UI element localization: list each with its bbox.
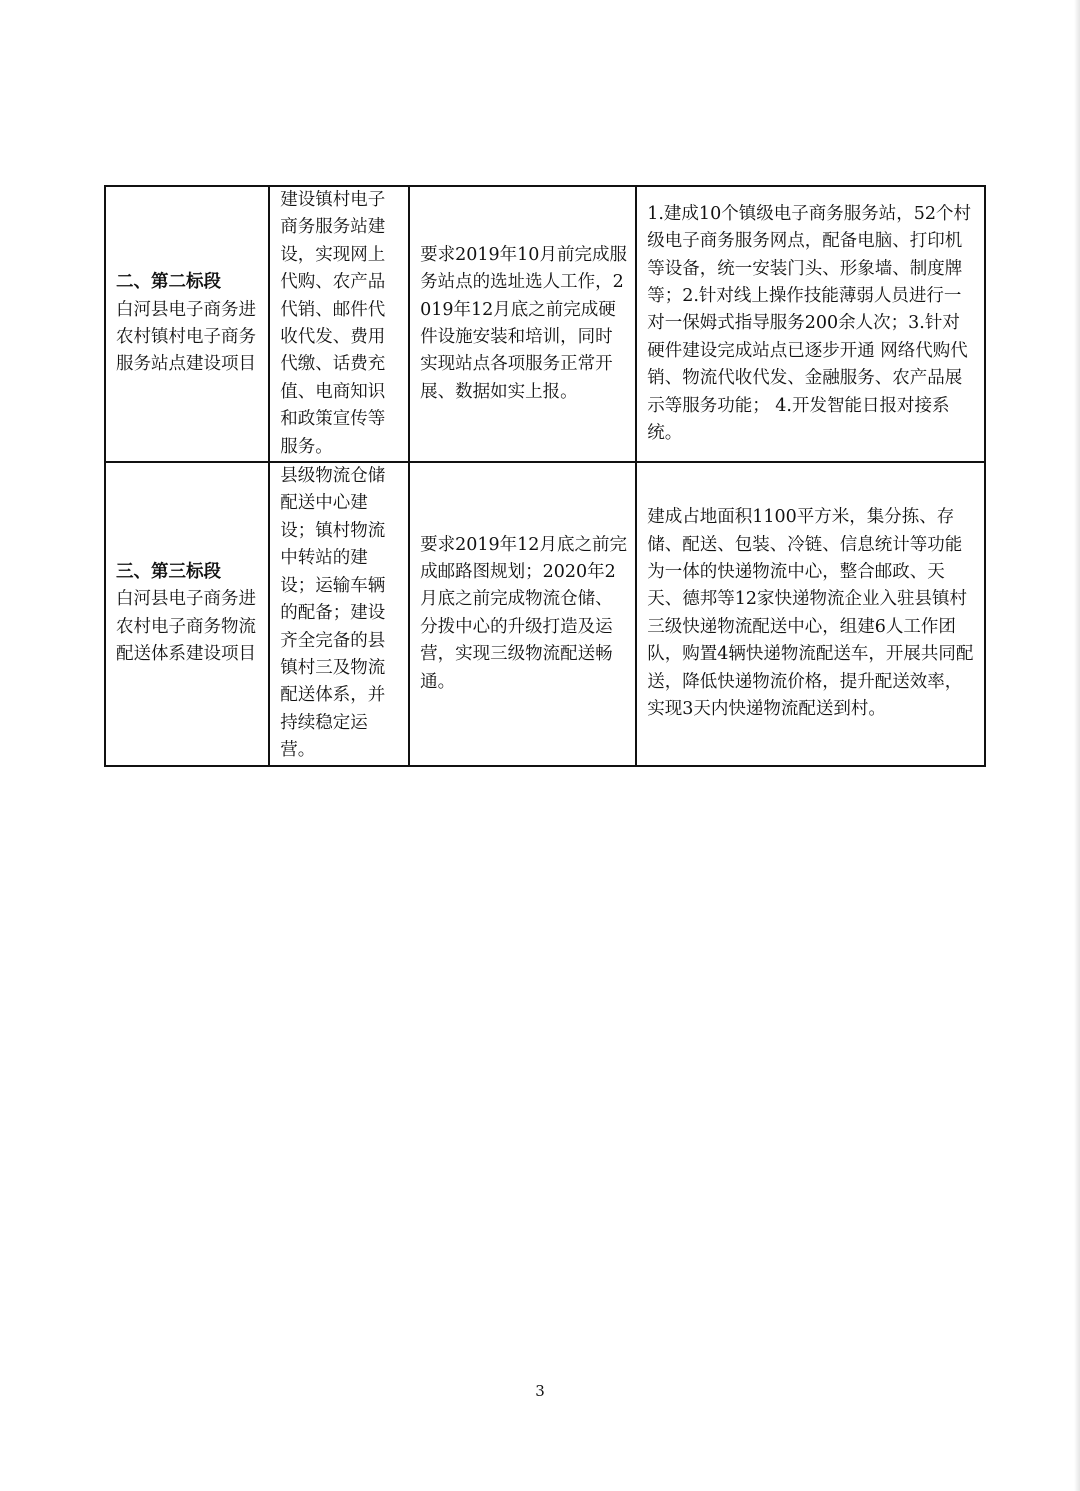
time-requirement: 要求2019年12月底之前完成邮路图规划；2020年2月底之前完成物流仓储、分拨中心的升级打造及运营，实现三级物流配送畅通。 (420, 534, 627, 692)
page-number: 3 (535, 1382, 545, 1400)
requirement-cell (409, 462, 636, 765)
project-name: 白河县电子商务进农村镇村电子商务服务站点建设项目 (116, 299, 256, 375)
completion-progress: 1.建成10个镇级电子商务服务站，52个村级电子商务服务网点，配备电脑、打印机等设备，统一安装门头、形象墙、制度牌等；2.针对线上操作技能薄弱人员进行一对一保姆式指导服务200余人次；3.针对硬件建设完成站点已逐步开通 网络代购代销、物流代收代发、金融服务、农产品展示等服务功能； 4.开发智能日报对接系统。 (647, 203, 971, 443)
content-cell (269, 186, 409, 462)
project-heading: 三、第三标段 (116, 561, 221, 582)
project-name: 白河县电子商务进农村电子商务物流配送体系建设项目 (116, 589, 256, 665)
requirement-cell (409, 186, 636, 462)
construction-content: 建设镇村电子商务服务站建设，实现网上代购、农产品代销、邮件代收代发、费用代缴、话费充值、电商知识和政策宣传等服务。 (280, 190, 386, 457)
page-edge-shadow (1074, 0, 1080, 1491)
table-row (105, 186, 985, 462)
progress-cell (636, 186, 985, 462)
table-row (105, 462, 985, 765)
progress-cell (636, 462, 985, 765)
project-cell (105, 186, 269, 462)
project-table (104, 185, 986, 767)
project-cell (105, 462, 269, 765)
time-requirement: 要求2019年10月前完成服务站点的选址选人工作，2019年12月底之前完成硬件设施安装和培训，同时实现站点各项服务正常开展、数据如实上报。 (420, 244, 627, 402)
project-heading: 二、第二标段 (116, 272, 221, 293)
construction-content: 县级物流仓储配送中心建设；镇村物流中转站的建设；运输车辆的配备；建设齐全完备的县镇村三及物流配送体系，并持续稳定运营。 (280, 466, 386, 761)
content-cell (269, 462, 409, 765)
completion-progress: 建成占地面积1100平方米，集分拣、存储、配送、包装、冷链、信息统计等功能为一体的快递物流中心，整合邮政、天天、德邦等12家快递物流企业入驻县镇村三级快递物流配送中心，组建6人工作团队，购置4辆快递物流配送车，开展共同配送，降低快递物流价格，提升配送效率，实现3天内快递物流配送到村。 (647, 507, 974, 720)
